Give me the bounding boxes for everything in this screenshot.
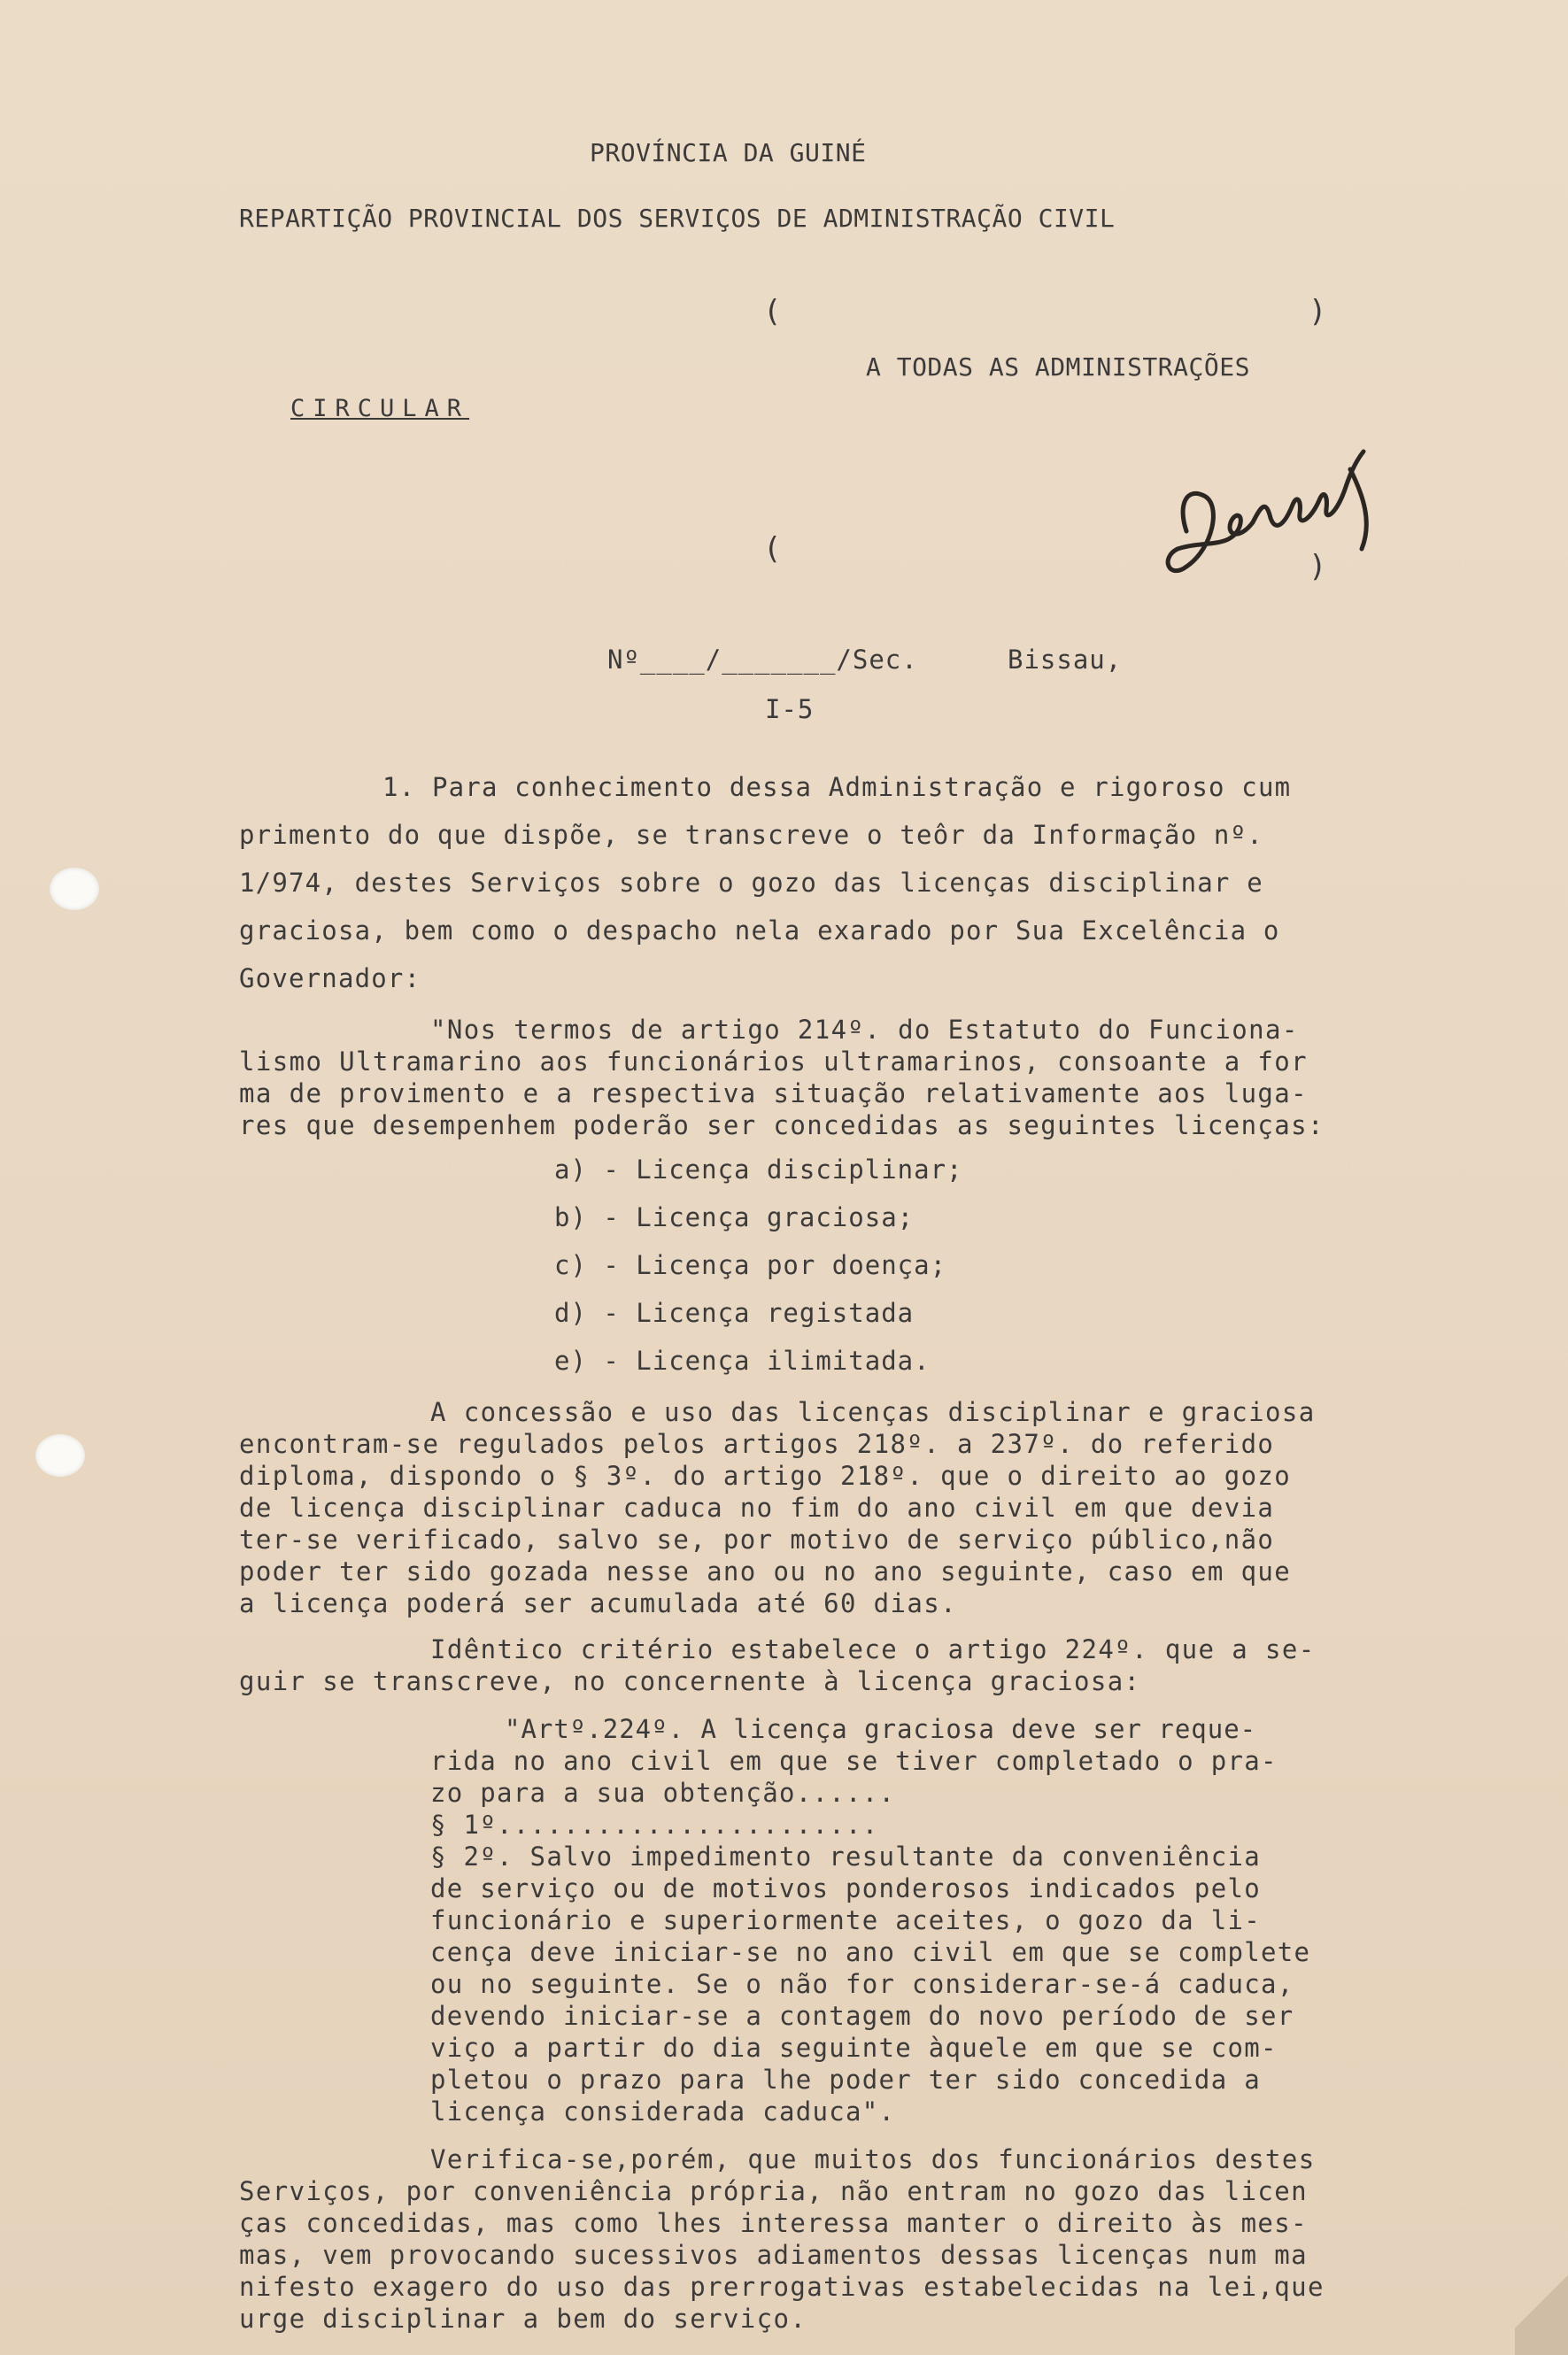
list-item: e) - Licença ilimitada. <box>554 1346 931 1376</box>
article-line: cença deve iniciar-se no ano civil em que se complete <box>430 1937 1311 1967</box>
paragraph-line: de licença disciplinar caduca no fim do ano civil em que devia <box>239 1493 1275 1523</box>
paragraph-line: urge disciplinar a bem do serviço. <box>239 2304 807 2334</box>
quote-line: ma de provimento e a respectiva situação relativamente aos luga- <box>239 1078 1309 1108</box>
article-line: § 1º....................... <box>430 1810 879 1840</box>
circular-label: CIRCULAR <box>290 395 470 422</box>
paragraph-line: ças concedidas, mas como lhes interessa manter o direito às mes- <box>239 2208 1309 2238</box>
province-title: PROVÍNCIA DA GUINÉ <box>590 138 867 167</box>
article-line: pletou o prazo para lhe poder ter sido concedida a <box>430 2065 1261 2095</box>
paragraph-line: poder ter sido gozada nesse ano ou no ano seguinte, caso em que <box>239 1556 1292 1587</box>
place: Bissau, <box>1008 645 1123 675</box>
punch-hole <box>35 1434 85 1477</box>
paragraph-line: diploma, dispondo o § 3º. do artigo 218º. que o direito ao gozo <box>239 1461 1292 1491</box>
paragraph-line: ter-se verificado, salvo se, por motivo de serviço público,não <box>239 1525 1275 1555</box>
folded-corner <box>1515 2249 1568 2355</box>
quote-line: lismo Ultramarino aos funcionários ultramarinos, consoante a for <box>239 1046 1309 1077</box>
punch-hole <box>50 868 99 910</box>
article-line: licença considerada caduca". <box>430 2096 896 2127</box>
addressee: A TODAS AS ADMINISTRAÇÕES <box>866 352 1250 382</box>
list-item: b) - Licença graciosa; <box>554 1202 915 1232</box>
handwritten-signature <box>1151 416 1434 602</box>
article-line: funcionário e superiormente aceites, o gozo da li- <box>430 1905 1261 1935</box>
paragraph-line: Idêntico critério estabelece o artigo 224º. que a se- <box>430 1634 1316 1664</box>
paragraph-line: graciosa, bem como o despacho nela exarado por Sua Excelência o <box>239 915 1280 946</box>
reference-number: Nº____/_______/Sec. <box>607 645 918 675</box>
paragraph-line: Verifica-se,porém, que muitos dos funcionários destes <box>430 2144 1316 2174</box>
list-item: a) - Licença disciplinar; <box>554 1154 963 1185</box>
paragraph-line: 1/974, destes Serviços sobre o gozo das licenças disciplinar e <box>239 868 1263 898</box>
paragraph-line: primento do que dispõe, se transcreve o teôr da Informação nº. <box>239 820 1263 850</box>
article-line: ou no seguinte. Se o não for considerar-se-á caduca, <box>430 1969 1294 1999</box>
quote-line: "Nos termos de artigo 214º. do Estatuto do Funciona- <box>430 1015 1299 1045</box>
quote-line: res que desempenhem poderão ser concedidas as seguintes licenças: <box>239 1110 1325 1140</box>
reference-code: I-5 <box>765 694 815 724</box>
list-item: c) - Licença por doença; <box>554 1250 947 1280</box>
paragraph-line: Serviços, por conveniência própria, não entram no gozo das licen <box>239 2176 1309 2206</box>
list-item: d) - Licença registada <box>554 1298 915 1328</box>
paragraph-line: encontram-se regulados pelos artigos 218º. a 237º. do referido <box>239 1429 1275 1459</box>
paragraph-line: guir se transcreve, no concernente à licença graciosa: <box>239 1666 1141 1696</box>
paragraph-line: mas, vem provocando sucessivos adiamentos dessas licenças num ma <box>239 2240 1309 2270</box>
paren-open: ( <box>763 294 782 329</box>
article-line: de serviço ou de motivos ponderosos indicados pelo <box>430 1873 1261 1903</box>
article-line: devendo iniciar-se a contagem do novo período de ser <box>430 2001 1294 2031</box>
paren-close-2: ) <box>1309 549 1327 584</box>
article-line: § 2º. Salvo impedimento resultante da conveniência <box>430 1842 1261 1872</box>
paragraph-line: Governador: <box>239 963 421 993</box>
paren-open-2: ( <box>763 531 782 567</box>
article-line: viço a partir do dia seguinte àquele em que se com- <box>430 2033 1278 2063</box>
article-line: rida no ano civil em que se tiver completado o pra- <box>430 1746 1278 1776</box>
paragraph-line: 1. Para conhecimento dessa Administração e rigoroso cum <box>382 772 1292 802</box>
article-line: "Artº.224º. A licença graciosa deve ser reque- <box>505 1714 1257 1744</box>
paren-close: ) <box>1309 294 1327 329</box>
department-title: REPARTIÇÃO PROVINCIAL DOS SERVIÇOS DE ADMINISTRAÇÃO CIVIL <box>239 204 1116 233</box>
paragraph-line: a licença poderá ser acumulada até 60 dias. <box>239 1588 957 1618</box>
paragraph-line: A concessão e uso das licenças disciplinar e graciosa <box>430 1397 1316 1427</box>
article-line: zo para a sua obtenção...... <box>430 1778 896 1808</box>
paragraph-line: nifesto exagero do uso das prerrogativas estabelecidas na lei,que <box>239 2272 1325 2302</box>
